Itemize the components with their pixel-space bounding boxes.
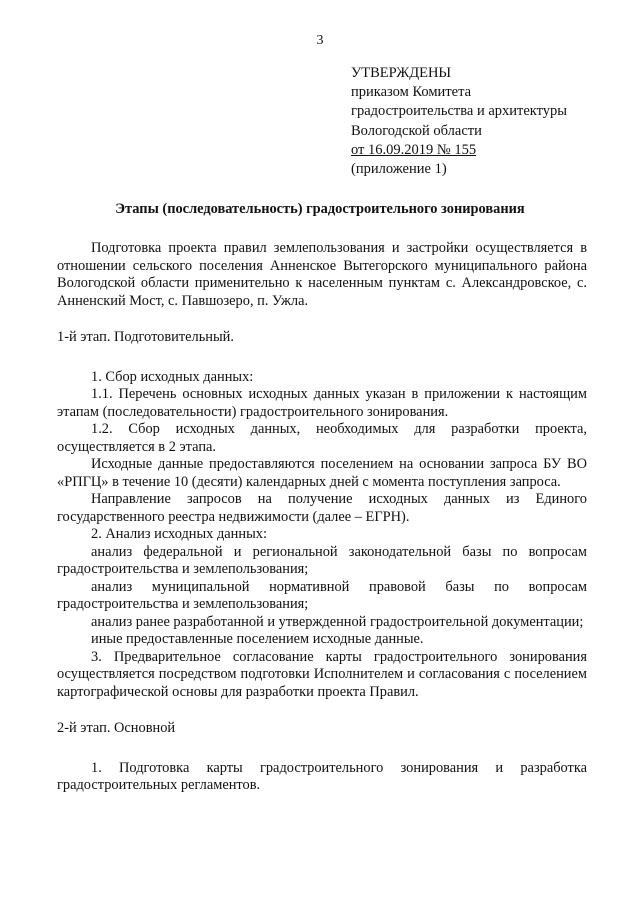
approval-line: Вологодской области (351, 122, 482, 139)
approval-date-number: от 16.09.2019 № 155 (351, 141, 477, 158)
document-body (57, 240, 587, 795)
paragraph: иные предоставленные поселением исходные данные. (91, 631, 424, 647)
paragraph: анализ муниципальной нормативной правовой базы по вопросам градостроительства и землепользования; (57, 578, 587, 612)
stage1-heading: 1-й этап. Подготовительный. (57, 329, 234, 345)
paragraph: 1. Подготовка карты градостроительного зонирования и разработка градостроительных регламентов. (57, 759, 587, 793)
paragraph: Направление запросов на получение исходных данных из Единого государственного реестра недвижимости (далее – ЕГРН). (57, 491, 587, 525)
paragraph: 2. Анализ исходных данных: (91, 526, 267, 542)
intro-paragraph: Подготовка проекта правил землепользования и застройки осуществляется в отношении сельского поселения Анненское Вытегорского муниципального района Вологодской области применительно к населенным пунктам с. Александровское, с. Анненский Мост, с. Павшозеро, п. Ужла. (57, 240, 587, 309)
approval-line: (приложение 1) (351, 161, 447, 178)
approval-line: приказом Комитета (351, 84, 472, 101)
page-number: 3 (316, 33, 324, 48)
approval-line: УТВЕРЖДЕНЫ (351, 65, 452, 81)
paragraph: 1.2. Сбор исходных данных, необходимых для разработки проекта, осуществляется в 2 этапа. (57, 421, 587, 455)
paragraph: Исходные данные предоставляются поселением на основании запроса БУ ВО «РПГЦ» в течение 10 (десяти) календарных дней с момента поступления запроса. (57, 456, 587, 490)
paragraph: 3. Предварительное согласование карты градостроительного зонирования осуществляется посредством подготовки Исполнителем и согласования с поселением картографической основы для разработки проекта Правил. (57, 648, 587, 700)
stage2-heading: 2-й этап. Основной (57, 720, 176, 736)
paragraph: 1. Сбор исходных данных: (91, 368, 254, 385)
paragraph: анализ федеральной и региональной законодательной базы по вопросам градостроительства и землепользования; (57, 543, 587, 577)
paragraph: 1.1. Перечень основных исходных данных указан в приложении к настоящим этапам (последовательности) градостроительного зонирования. (57, 386, 587, 420)
approval-block (351, 64, 567, 179)
document-title: Этапы (последовательность) градостроительного зонирования (115, 201, 525, 217)
paragraph: анализ ранее разработанной и утвержденной градостроительной документации; (91, 613, 584, 630)
approval-line: градостроительства и архитектуры (351, 103, 568, 120)
